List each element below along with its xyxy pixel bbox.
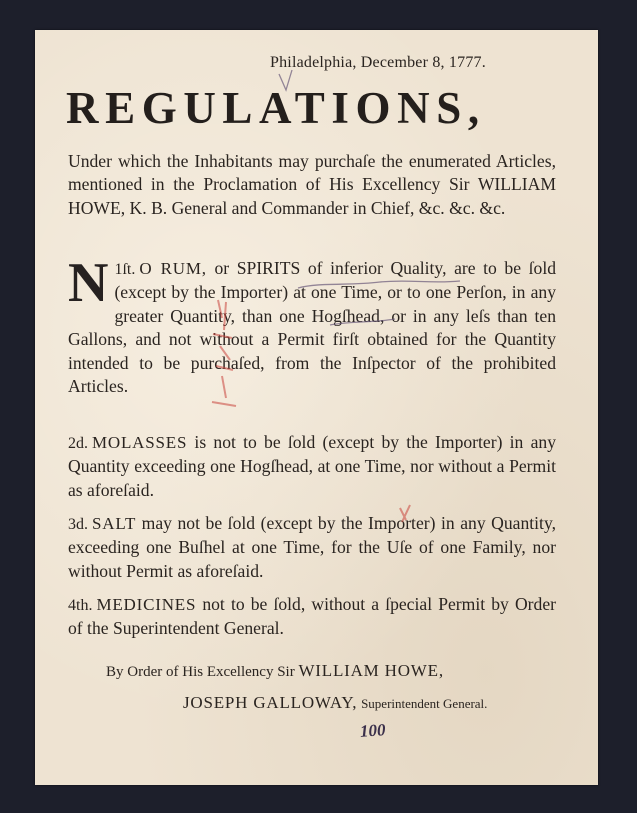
regulation-item-1 xyxy=(68,252,557,398)
regulation-item-3 xyxy=(68,512,556,583)
item-text: is not to be ſold (except by the Importer) in any Quantity exceeding one Hogſhead, at one Time, nor without a Permit as aforeſaid. xyxy=(68,432,556,500)
item-text: or SPIRITS of inferior Quality, are to be ſold (except by the Importer) at one Time, or to one Perſon, in any greater Quantity, than one Hogſhead, or in any leſs than ten Gallons, and not without a Permit firſt obtained for the Quantity intended to be purchaſed, from the Inſpector of the prohibited Articles. xyxy=(68,258,557,397)
signature-prefix: By Order of His Excellency Sir xyxy=(106,664,299,680)
signature-line-1 xyxy=(106,661,566,681)
item-heading: O RUM, xyxy=(139,259,207,278)
item-heading: MOLASSES xyxy=(92,433,188,452)
item-number: 2d. xyxy=(68,435,88,452)
item-heading: SALT xyxy=(92,514,137,533)
dateline: Philadelphia, December 8, 1777. xyxy=(270,54,486,71)
signature-line-2 xyxy=(183,693,583,713)
regulation-item-4 xyxy=(68,593,556,641)
item-number: 4th. xyxy=(68,597,93,614)
item-number: 3d. xyxy=(68,516,88,533)
item-text: not to be ſold, without a ſpecial Permit by Order of the Superintendent General. xyxy=(68,594,556,639)
intro-paragraph: Under which the Inhabitants may purchaſe the enumerated Articles, mentioned in the Proclamation of His Excellency Sir WILLIAM HOWE, K. B. General and Commander in Chief, &c. &c. &c. xyxy=(68,151,556,218)
superintendent-title: Superintendent General. xyxy=(361,696,488,711)
item-text: may not be ſold (except by the Importer) in any Quantity, exceeding one Buſhel at one Time, for the Uſe of one Family, nor without Permit as aforeſaid. xyxy=(68,513,556,581)
superintendent-name: JOSEPH GALLOWAY, xyxy=(183,693,358,712)
item-heading: MEDICINES xyxy=(96,595,197,614)
drop-cap: N xyxy=(68,252,109,314)
signature-name: WILLIAM HOWE, xyxy=(298,661,444,680)
handwritten-number: 100 xyxy=(359,720,387,741)
regulation-item-2 xyxy=(68,431,556,502)
page-title: REGULATIONS, xyxy=(66,83,486,133)
item-number: 1ſt. xyxy=(114,261,136,278)
